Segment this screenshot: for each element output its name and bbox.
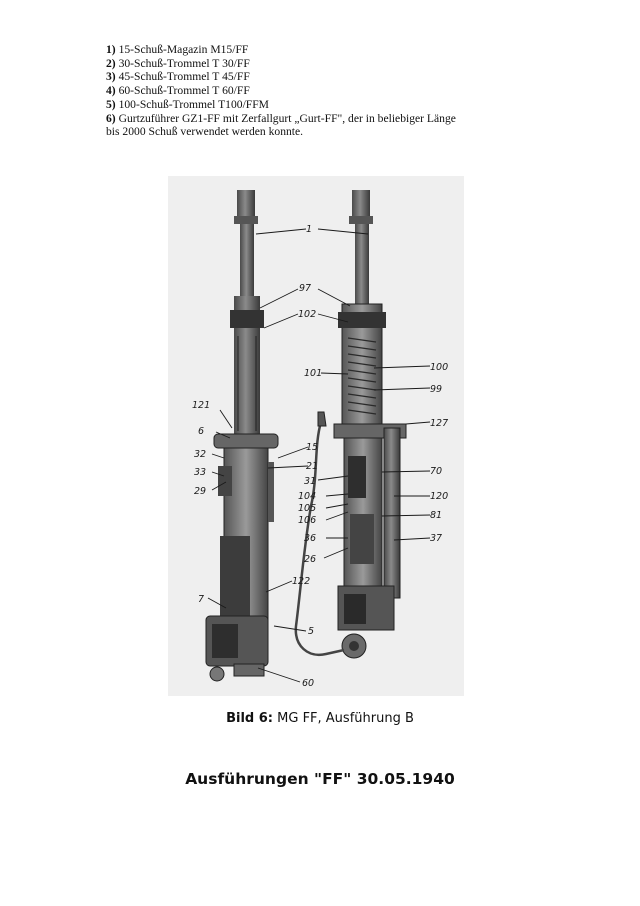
part-label: 106 xyxy=(298,515,317,526)
part-label: 29 xyxy=(194,486,207,497)
list-text: Gurtzuführer GZ1-FF mit Zerfallgurt „Gurt-FF", der in beliebiger Länge xyxy=(115,111,456,125)
left-barrel xyxy=(240,224,254,298)
list-number: 5) xyxy=(106,97,116,111)
part-label: 60 xyxy=(302,678,315,689)
part-label: 6 xyxy=(198,426,205,437)
right-cylinder xyxy=(384,428,400,598)
part-label: 120 xyxy=(430,491,449,502)
list-item xyxy=(106,98,526,112)
list-number: 6) xyxy=(106,111,116,125)
list-item xyxy=(106,70,526,84)
part-label: 15 xyxy=(306,442,319,453)
part-label: 127 xyxy=(430,418,449,429)
list-number: 2) xyxy=(106,56,116,70)
part-label: 100 xyxy=(430,362,449,373)
list-text: 100-Schuß-Trommel T100/FFM xyxy=(115,97,269,111)
list-item xyxy=(106,57,526,71)
part-label: 7 xyxy=(198,594,205,605)
part-label: 26 xyxy=(304,554,317,565)
part-label: 97 xyxy=(299,283,312,294)
part-label: 104 xyxy=(298,491,317,502)
list-text: 60-Schuß-Trommel T 60/FF xyxy=(115,84,250,98)
left-flange xyxy=(214,434,278,448)
caption-prefix: Bild 6: xyxy=(226,711,274,726)
figure-caption xyxy=(0,711,640,726)
part-label: 101 xyxy=(304,368,323,379)
part-label: 81 xyxy=(430,510,443,521)
list-text: bis 2000 Schuß verwendet werden konnte. xyxy=(106,125,304,139)
list-text: 30-Schuß-Trommel T 30/FF xyxy=(115,56,250,70)
part-label: 36 xyxy=(304,533,317,544)
part-label: 70 xyxy=(430,466,443,477)
part-label: 5 xyxy=(308,626,315,637)
list-number: 3) xyxy=(106,70,116,84)
part-label: 121 xyxy=(192,400,211,411)
list-text: 45-Schuß-Trommel T 45/FF xyxy=(115,70,250,84)
list-item xyxy=(106,125,526,139)
part-label: 102 xyxy=(298,309,317,320)
weapon-photo xyxy=(168,176,464,696)
part-label: 1 xyxy=(306,224,313,235)
part-label: 32 xyxy=(194,449,207,460)
photo-figure xyxy=(168,176,464,696)
part-label: 21 xyxy=(306,461,319,472)
parts-list xyxy=(106,43,526,139)
part-label: 33 xyxy=(194,467,207,478)
list-item xyxy=(106,112,526,126)
part-label: 122 xyxy=(292,576,311,587)
right-barrel xyxy=(355,224,369,304)
footer-title: Ausführungen "FF" 30.05.1940 xyxy=(185,770,455,788)
list-text: 15-Schuß-Magazin M15/FF xyxy=(115,43,249,56)
list-number: 4) xyxy=(106,84,116,98)
caption-text: MG FF, Ausführung B xyxy=(273,711,414,726)
list-number: 1) xyxy=(106,43,116,56)
list-item xyxy=(106,43,526,57)
list-item xyxy=(106,84,526,98)
part-label: 31 xyxy=(304,476,317,487)
part-label: 37 xyxy=(430,533,443,544)
part-label: 105 xyxy=(298,503,317,514)
part-label: 99 xyxy=(430,384,443,395)
